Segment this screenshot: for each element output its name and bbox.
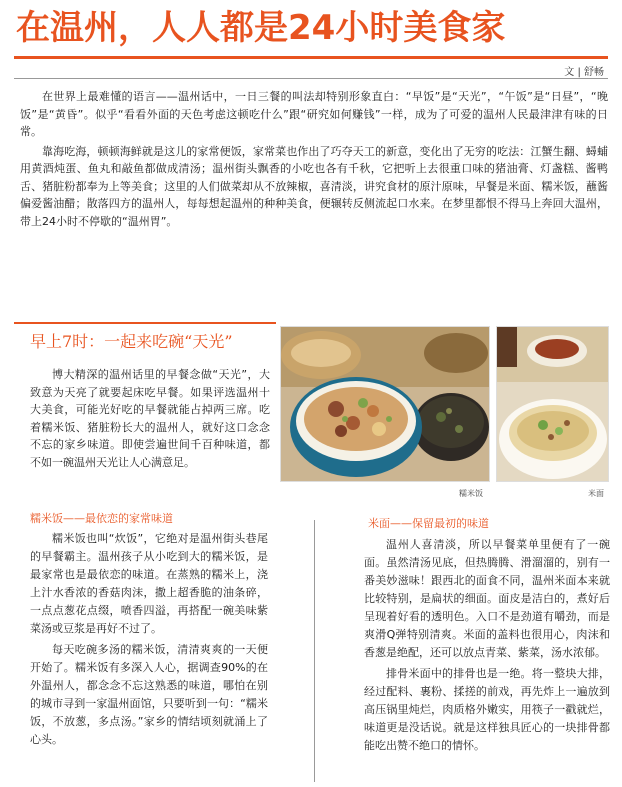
column-divider [314, 520, 315, 782]
rice-noodle-photo [496, 326, 609, 482]
right-paragraph: 排骨米面中的排骨也是一绝。将一整块大排，经过配料、裹粉、揉搓的前戏，再先炸上一遍放到高压锅里炖烂，肉质格外嫩实，用筷子一戳就烂，味道更是没话说。就是这样独具匠心的一块排骨都能吃出赞不绝口的情怀。 [364, 667, 610, 752]
byline-rule [14, 78, 608, 79]
title-rule [14, 56, 608, 59]
right-subheading: 米面——保留最初的味道 [368, 517, 489, 530]
glutinous-rice-photo [280, 326, 490, 482]
article-title: 在温州，人人都是24小时美食家 [16, 8, 506, 48]
left-paragraph: 每天吃碗多汤的糯米饭，清清爽爽的一天便开始了。糯米饭有多深入人心，据调查90%的在外温州人，都念念不忘这熟悉的味道，哪怕在别的城市寻到一家温州面馆，只要听到一句：“糯米饭，不放葱，多点汤。”家乡的情结顷刻就涌上了心头。 [30, 643, 268, 746]
section-intro [30, 366, 270, 472]
intro-paragraph: 在世界上最难懂的语言——温州话中，一日三餐的叫法却特别形象直白：“早饭”是“天光”，“午饭”是“日昼”，“晚饭”是“黄昏”。似乎“看看外面的天色考虑这顿吃什么”跟“研究如何赚钱”一样，成为了可爱的温州人民最津津有味的日常。 [20, 90, 608, 138]
left-paragraph: 糯米饭也叫“炊饭”，它绝对是温州街头巷尾的早餐霸主。温州孩子从小吃到大的糯米饭，是最家常也是最依恋的味道。在蒸熟的糯米上，浇上汁水香浓的香菇肉沫，撒上超香脆的油条碎，一点点葱花点缀，喷香四溢，再搭配一碗美味紫菜汤或豆浆是再好不过了。 [30, 532, 268, 635]
section-heading: 早上7时：一起来吃碗“天光” [30, 332, 233, 351]
section-intro-paragraph: 博大精深的温州话里的早餐念做“天光”，大致意为天亮了就要起床吃早餐。如果评选温州十大美食，可能光好吃的早餐就能占掉两三席。吃着糯米饭、猪脏粉长大的温州人，就好这口念念不忘的家乡味道。即使尝遍世间千百种味道，都不如一碗温州天光让人心满意足。 [30, 368, 270, 469]
right-column [364, 536, 610, 758]
photo-caption: 米面 [588, 489, 604, 498]
intro-paragraph: 靠海吃海，顿顿海鲜就是这儿的家常便饭，家常菜也作出了巧夺天工的新意，变化出了无穷的吃法：江蟹生翻、蟳蜅用黄酒炖蛋、鱼丸和敲鱼都做成清汤；温州街头飘香的小吃也各有千秋，它把听上去很重口味的猪油膏、灯盏糕、酱鸭舌、猪脏粉都奉为上等美食；这里的人们做菜却从不放辣椒，喜清淡，讲究食材的原汁原味，早餐是米面、糯米饭，蘸酱偏爱酱油醋；散落四方的温州人，每每想起温州的种种美食，便辗转反侧流起口水来。在梦里都恨不得马上奔回大温州，带上24小时不停歇的“温州胃”。 [20, 144, 608, 228]
right-paragraph: 温州人喜清淡，所以早餐菜单里便有了一碗面。虽然清汤见底，但热腾腾、滑溜溜的，别有一番美妙滋味！跟西北的面食不同，温州米面本来就比较特别，是扁状的细面。面皮是洁白的，煮好后呈现着好看的透明色。入口不是劲道有嚼劲，而是爽滑Q弹特别清爽。米面的盖料也很用心，肉沫和香葱是绝配，还可以放点青菜、紫菜，汤水浓郁。 [364, 538, 610, 659]
byline: 文 | 舒畅 [564, 67, 604, 78]
left-column [30, 530, 268, 752]
glutinous-rice-illustration [281, 327, 490, 482]
intro-block [20, 88, 608, 232]
left-subheading: 糯米饭——最依恋的家常味道 [30, 512, 173, 525]
section-heading-rule [14, 322, 276, 324]
rice-noodle-illustration [497, 327, 609, 482]
photo-caption: 糯米饭 [459, 489, 483, 498]
